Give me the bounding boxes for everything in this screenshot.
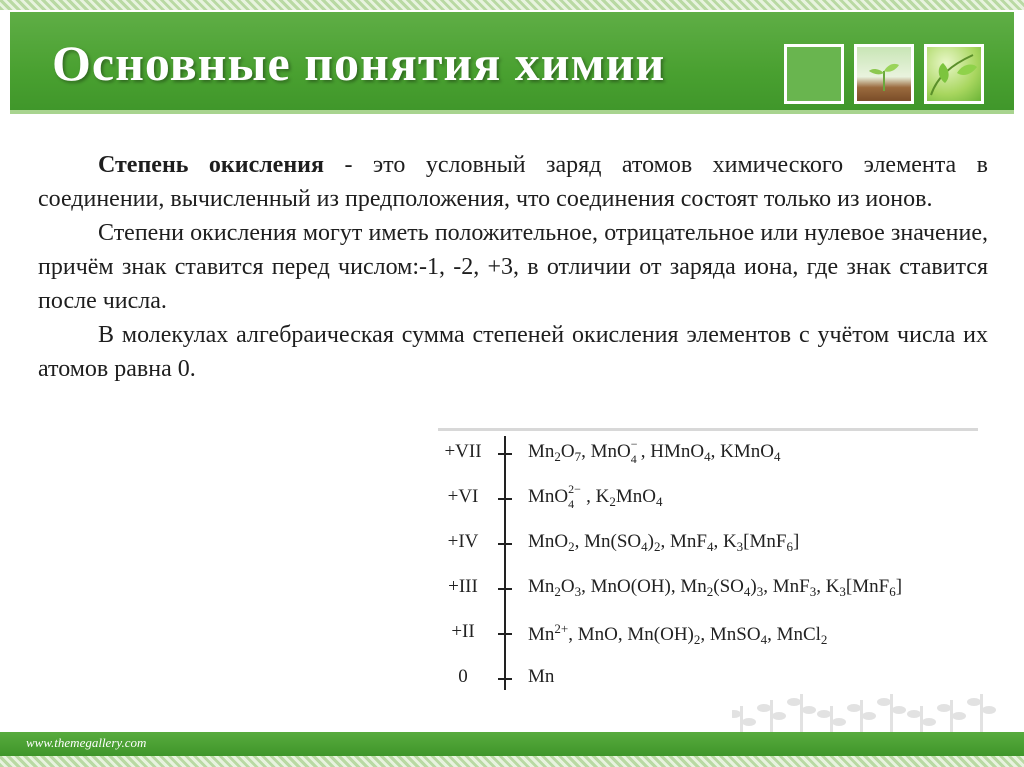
compound-formula: $K_3[MnF_6]$: [722, 531, 800, 554]
manganese-oxidation-scale: [438, 420, 983, 695]
bottom-decorative-stripe: [0, 756, 1024, 767]
scale-tick: [498, 453, 512, 455]
scale-tick: [498, 633, 512, 635]
slide-title: Основные понятия химии: [52, 35, 666, 91]
compound-formula: MnO,: [577, 624, 628, 645]
paragraph-sum-rule: В молекулах алгебраическая сумма степеней окисления элементов с учётом числа их атомов равна 0.: [38, 322, 988, 382]
compound-formula: MnO − 4 ,: [590, 437, 651, 466]
scale-top-rule: [438, 428, 978, 431]
compound-formula: MnF$_3$,: [772, 576, 826, 599]
compound-formula: $K_2MnO_4$: [595, 486, 663, 509]
footer-bar: [0, 732, 1024, 756]
compound-formula: $Mn(SO_4)_2$,: [584, 531, 670, 554]
compound-list: [528, 666, 554, 688]
compound-list: [528, 482, 663, 511]
compound-formula: MnF$_4$,: [669, 531, 723, 554]
compound-formula: MnSO$_4$,: [709, 624, 777, 647]
scale-tick: [498, 588, 512, 590]
oxidation-level-label: 0: [458, 666, 468, 687]
oxidation-level-label: +VI: [447, 486, 479, 507]
scale-axis: [504, 436, 506, 690]
compound-formula: $Mn_2O_7$,: [528, 441, 591, 464]
footer-url: www.themegallery.com: [26, 735, 147, 750]
leaf-icon: [927, 47, 981, 101]
title-bar-underline: [10, 110, 1014, 114]
compound-formula: MnO 2− 4 ,: [528, 482, 596, 511]
scale-tick: [498, 498, 512, 500]
leaf-photo-tile: [924, 44, 984, 104]
compound-formula: $K_3[MnF_6]$: [825, 576, 903, 599]
definition-text: [38, 148, 988, 386]
compound-formula: $Mn_2(SO_4)_3$,: [680, 576, 773, 599]
compound-formula: MnO(OH),: [590, 576, 681, 597]
compound-formula: $Mn_2O_3$,: [528, 576, 591, 599]
oxidation-level-label: +VII: [444, 441, 482, 462]
compound-formula: MnCl$_2$: [776, 624, 828, 647]
paragraph-definition: [38, 148, 988, 216]
compound-list: [528, 531, 799, 555]
compound-list: [528, 437, 781, 466]
compound-formula: Mn: [528, 666, 555, 687]
oxidation-level-label: +II: [451, 621, 475, 642]
compound-list: [528, 576, 902, 600]
compound-formula: HMnO$_4$,: [650, 441, 721, 464]
compound-formula: $Mn^{2+}$,: [528, 621, 578, 645]
paragraph-sign-rule: Степени окисления могут иметь положительное, отрицательное или нулевое значение, причём знак ставится перед числом:-1, -2, +3, в отличии от заряда иона, где знак ставится после числа.: [38, 220, 988, 314]
compound-formula: $Mn(OH)_2$,: [627, 624, 710, 647]
scale-tick: [498, 678, 512, 680]
compound-list: [528, 621, 827, 648]
oxidation-level-label: +IV: [447, 531, 479, 552]
sprout-icon: [857, 47, 911, 101]
title-bar: [10, 12, 1014, 114]
green-square-tile: [784, 44, 844, 104]
term-oxidation-state: Степень окисления: [98, 152, 324, 178]
sprout-photo-tile: [854, 44, 914, 104]
top-decorative-stripe: [0, 0, 1024, 10]
definition-text-body: - это условный заряд атомов химического элемента в соединении, вычисленный из предположения, что соединения состоят только из ионов.: [38, 152, 988, 212]
oxidation-level-label: +III: [448, 576, 478, 597]
compound-formula: MnO$_2$,: [528, 531, 585, 554]
compound-formula: KMnO$_4$: [720, 441, 781, 464]
scale-tick: [498, 543, 512, 545]
decorative-sprouts: [732, 688, 1007, 738]
